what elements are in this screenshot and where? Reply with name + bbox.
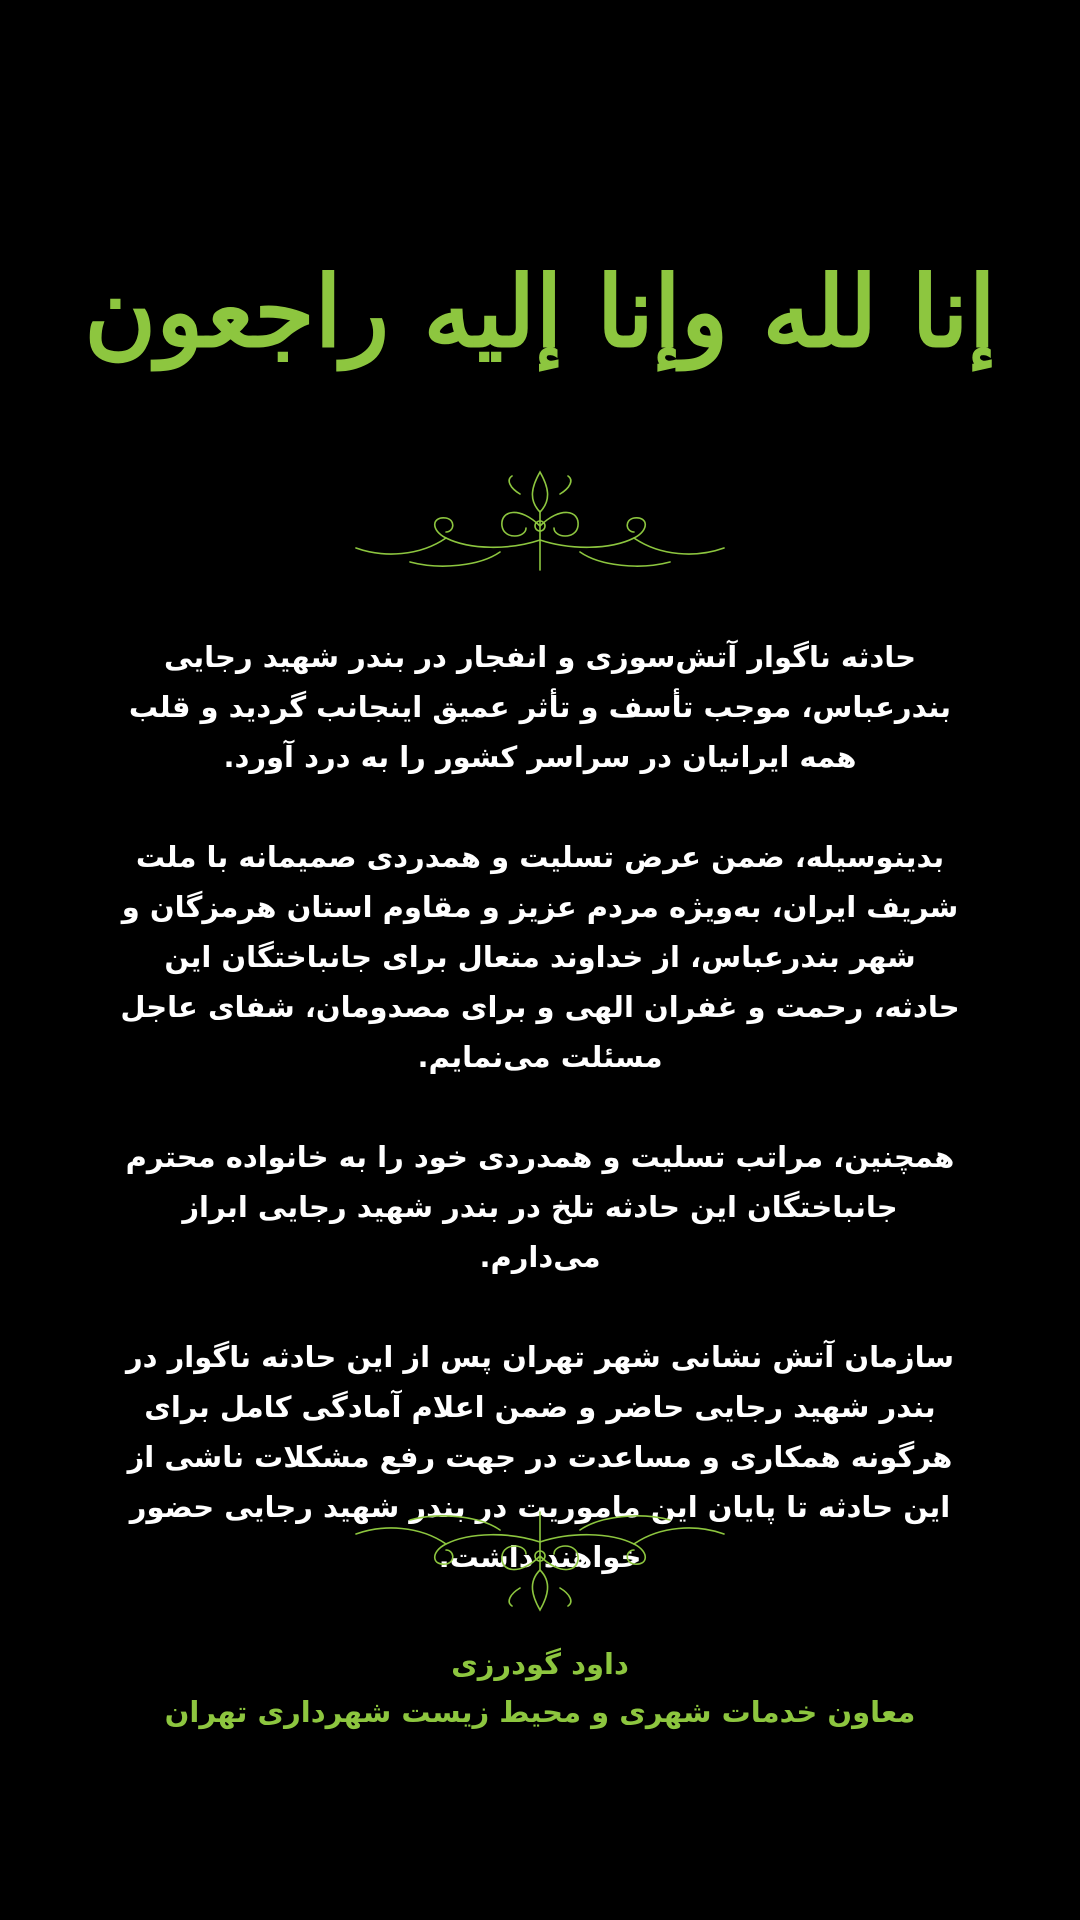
message-paragraph-4: سازمان آتش نشانی شهر تهران پس از این حادثه ناگوار در بندر شهید رجایی حاضر و ضمن اعلام آمادگی کامل برای هرگونه همکاری و مساعدت در جهت رفع مشکلات ناشی از این حادثه تا پایان این ماموریت در بندر شهید رجایی حضور خواهند داشت. — [125, 1340, 955, 1574]
calligraphy-heading — [0, 228, 1080, 398]
calligraphy-text: إنا لله وإنا إليه راجعون — [84, 255, 996, 370]
message-paragraph-1: حادثه ناگوار آتش‌سوزی و انفجار در بندر شهید رجایی بندرعباس، موجب تأسف و تأثر عمیق اینجانب گردید و قلب همه ایرانیان در سراسر کشور را به درد آورد. — [128, 640, 952, 774]
message-paragraph-3: همچنین، مراتب تسلیت و همدردی خود را به خانواده محترم جانباختگان این حادثه تلخ در بندر شهید رجایی ابراز می‌دارم. — [125, 1140, 955, 1274]
signatory-title: معاون خدمات شهری و محیط زیست شهرداری تهران — [164, 1695, 916, 1729]
condolence-message — [120, 632, 960, 1582]
bottom-ornament-icon — [350, 1506, 730, 1616]
signature-block — [0, 1640, 1080, 1736]
signatory-name: داود گودرزی — [451, 1647, 629, 1681]
message-paragraph-2: بدینوسیله، ضمن عرض تسلیت و همدردی صمیمانه با ملت شریف ایران، به‌ویژه مردم عزیز و مقاوم استان هرمزگان و شهر بندرعباس، از خداوند متعال برای جانباختگان این حادثه، رحمت و غفران الهی و برای مصدومان، شفای عاجل مسئلت می‌نمایم. — [120, 840, 960, 1074]
top-ornament-icon — [350, 466, 730, 576]
